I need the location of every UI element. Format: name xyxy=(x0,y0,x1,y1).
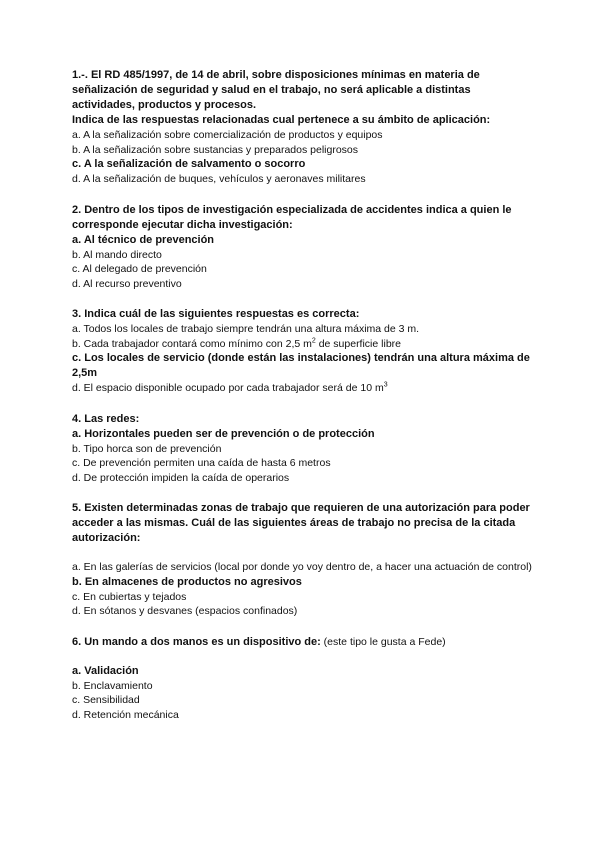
option-b-correct: b. En almacenes de productos no agresivos xyxy=(72,575,302,588)
question-6 xyxy=(72,635,532,723)
option-a: a. Todos los locales de trabajo siempre tendrán una altura máxima de 3 m. xyxy=(72,323,420,335)
option-b-text: b. Cada trabajador contará como mínimo con 2,5 m xyxy=(72,337,312,350)
option-b: b. Tipo horca son de prevención xyxy=(72,442,222,455)
option-d: d. Al recurso preventivo xyxy=(72,277,182,290)
option-b: b. Al mando directo xyxy=(72,248,162,261)
question-subtitle: Indica de las respuestas relacionadas cual pertenece a su ámbito de aplicación: xyxy=(72,114,491,126)
question-title: 2. Dentro de los tipos de investigación especializada de accidentes indica a quien le corresponde ejecutar dicha investigación: xyxy=(72,203,512,231)
option-c: c. Al delegado de prevención xyxy=(72,263,207,275)
option-c: c. De prevención permiten una caída de hasta 6 metros xyxy=(72,457,331,469)
option-c: c. Sensibilidad xyxy=(72,694,140,706)
question-1 xyxy=(72,68,532,187)
option-a-correct: a. Al técnico de prevención xyxy=(72,233,215,246)
option-a: a. A la señalización sobre comercialización de productos y equipos xyxy=(72,129,383,141)
option-a: a. En las galerías de servicios (local por donde yo voy dentro de, a hacer una actuación de control) xyxy=(72,561,532,573)
option-c: c. En cubiertas y tejados xyxy=(72,590,187,603)
option-d-text: d. El espacio disponible ocupado por cada trabajador será de 10 m xyxy=(72,382,384,394)
question-note: (este tipo le gusta a Fede) xyxy=(320,635,446,648)
option-d: d. De protección impiden la caída de operarios xyxy=(72,471,290,484)
option-d: d. A la señalización de buques, vehículos y aeronaves militares xyxy=(72,173,366,185)
option-b: b. A la señalización sobre sustancias y preparados peligrosos xyxy=(72,143,359,156)
question-title-text: 6. Un mando a dos manos es un dispositivo de: xyxy=(72,635,321,648)
question-2 xyxy=(72,203,532,292)
option-a-correct: a. Horizontales pueden ser de prevención o de protección xyxy=(72,427,375,440)
option-d: d. En sótanos y desvanes (espacios confinados) xyxy=(72,605,298,617)
question-title: 1.-. El RD 485/1997, de 14 de abril, sobre disposiciones mínimas en materia de señalización de seguridad y salud en el trabajo, no será aplicable a distintas actividades, productos y procesos. xyxy=(72,69,480,111)
question-4 xyxy=(72,412,532,486)
option-b-tail: de superficie libre xyxy=(315,337,401,350)
superscript: 2 xyxy=(311,337,316,344)
question-title: 5. Existen determinadas zonas de trabajo que requieren de una autorización para poder acceder a las mismas. Cuál de las siguientes áreas de trabajo no precisa de la citada autorización: xyxy=(72,502,530,544)
option-d: d. Retención mecánica xyxy=(72,708,179,721)
exam-page xyxy=(72,68,532,722)
option-a-correct: a. Validación xyxy=(72,664,139,677)
option-c-correct: c. Los locales de servicio (donde están las instalaciones) tendrán una altura máxima de 2,5m xyxy=(72,352,530,379)
option-d xyxy=(72,381,532,396)
question-title: 4. Las redes: xyxy=(72,412,140,425)
question-title xyxy=(72,635,532,650)
option-b: b. Enclavamiento xyxy=(72,679,153,692)
superscript: 3 xyxy=(383,381,388,389)
question-5 xyxy=(72,501,532,619)
option-b xyxy=(72,337,532,352)
question-3 xyxy=(72,307,532,396)
question-title: 3. Indica cuál de las siguientes respuestas es correcta: xyxy=(72,308,360,320)
option-c-correct: c. A la señalización de salvamento o socorro xyxy=(72,158,306,170)
